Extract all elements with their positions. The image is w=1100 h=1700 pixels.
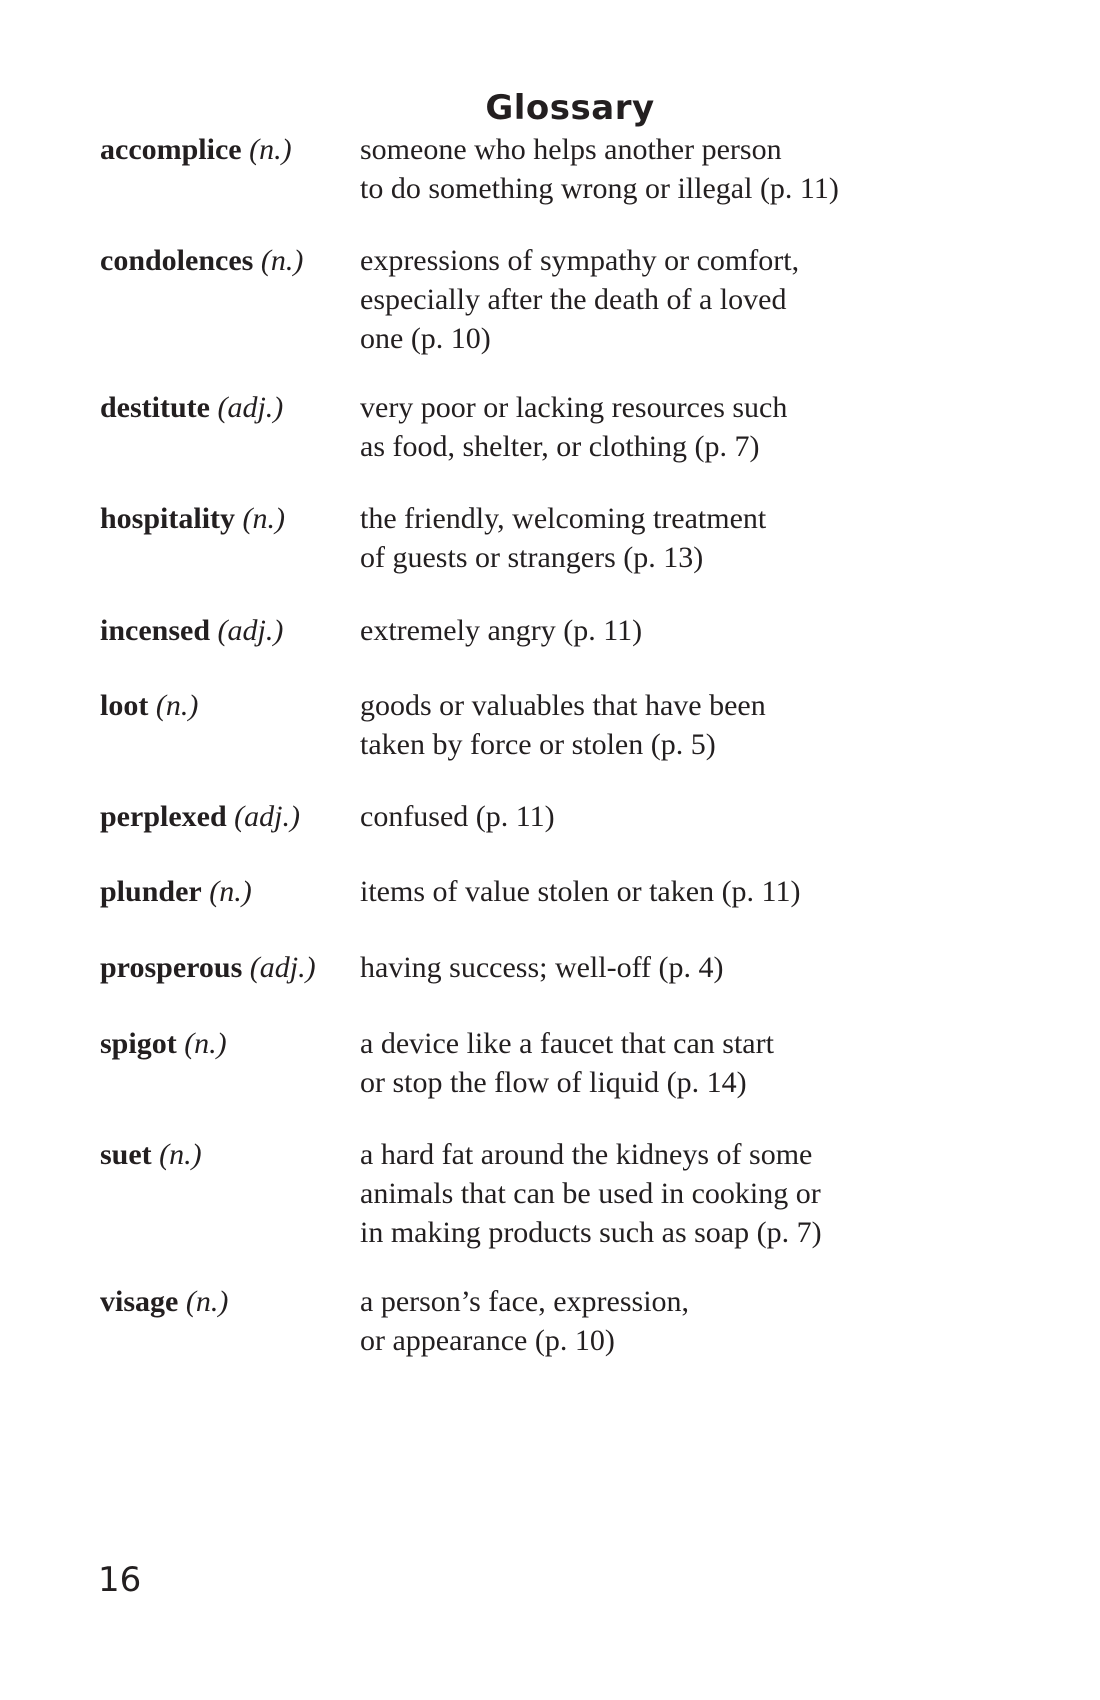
definition (360, 388, 920, 466)
glossary-term (100, 130, 360, 169)
glossary-term (100, 686, 360, 725)
term-word: spigot (100, 1027, 177, 1060)
page-title: Glossary (485, 88, 655, 128)
definition-line: confused (p. 11) (360, 800, 555, 833)
definition (360, 1135, 920, 1252)
glossary-term (100, 611, 360, 650)
part-of-speech: (adj.) (234, 800, 300, 833)
glossary-term (100, 241, 360, 280)
part-of-speech: (n.) (184, 1027, 227, 1060)
term-word: loot (100, 689, 149, 722)
term-word: plunder (100, 875, 202, 908)
definition (360, 872, 920, 911)
definition-line: taken by force or stolen (p. 5) (360, 728, 716, 761)
glossary-term (100, 948, 360, 987)
glossary-term (100, 388, 360, 427)
part-of-speech: (n.) (242, 502, 286, 535)
term-word: prosperous (100, 951, 243, 984)
glossary-term (100, 797, 360, 836)
definition-line: extremely angry (p. 11) (360, 614, 643, 647)
page-number: 16 (98, 1560, 142, 1600)
part-of-speech: (n.) (260, 244, 304, 277)
definition-line: expressions of sympathy or comfort, (360, 244, 800, 277)
definition-line: or appearance (p. 10) (360, 1324, 615, 1357)
glossary-term (100, 872, 360, 911)
definition (360, 241, 920, 358)
definition (360, 1024, 920, 1102)
definition (360, 611, 920, 650)
glossary-term (100, 1135, 360, 1174)
part-of-speech: (n.) (209, 875, 252, 908)
glossary-term (100, 1024, 360, 1063)
definition-line: a hard fat around the kidneys of some (360, 1138, 813, 1171)
definition-line: one (p. 10) (360, 322, 491, 355)
definition-line: someone who helps another person (360, 133, 782, 166)
definition-line: especially after the death of a loved (360, 283, 787, 316)
glossary-term (100, 1282, 360, 1321)
definition (360, 130, 920, 208)
part-of-speech: (adj.) (249, 951, 316, 984)
term-word: visage (100, 1285, 179, 1318)
definition-line: of guests or strangers (p. 13) (360, 541, 704, 574)
definition-line: a device like a faucet that can start (360, 1027, 774, 1060)
definition (360, 686, 920, 764)
part-of-speech: (adj.) (217, 391, 284, 424)
part-of-speech: (n.) (155, 689, 199, 722)
term-word: accomplice (100, 133, 242, 166)
term-word: perplexed (100, 800, 227, 833)
definition-line: in making products such as soap (p. 7) (360, 1216, 822, 1249)
term-word: incensed (100, 614, 211, 647)
definition (360, 948, 920, 987)
term-word: hospitality (100, 502, 236, 535)
definition-line: very poor or lacking resources such (360, 391, 788, 424)
definition-line: items of value stolen or taken (p. 11) (360, 875, 801, 908)
definition-line: or stop the flow of liquid (p. 14) (360, 1066, 747, 1099)
definition-line: having success; well-off (p. 4) (360, 951, 724, 984)
term-word: suet (100, 1138, 152, 1171)
term-word: condolences (100, 244, 254, 277)
term-word: destitute (100, 391, 210, 424)
part-of-speech: (adj.) (217, 614, 284, 647)
definition (360, 1282, 920, 1360)
definition-line: goods or valuables that have been (360, 689, 766, 722)
definition-line: the friendly, welcoming treatment (360, 502, 767, 535)
definition (360, 499, 920, 577)
definition-line: as food, shelter, or clothing (p. 7) (360, 430, 760, 463)
part-of-speech: (n.) (159, 1138, 202, 1171)
definition (360, 797, 920, 836)
definition-line: animals that can be used in cooking or (360, 1177, 821, 1210)
definition-line: to do something wrong or illegal (p. 11) (360, 172, 839, 205)
definition-line: a person’s face, expression, (360, 1285, 690, 1318)
part-of-speech: (n.) (249, 133, 292, 166)
part-of-speech: (n.) (185, 1285, 229, 1318)
glossary-term (100, 499, 360, 538)
